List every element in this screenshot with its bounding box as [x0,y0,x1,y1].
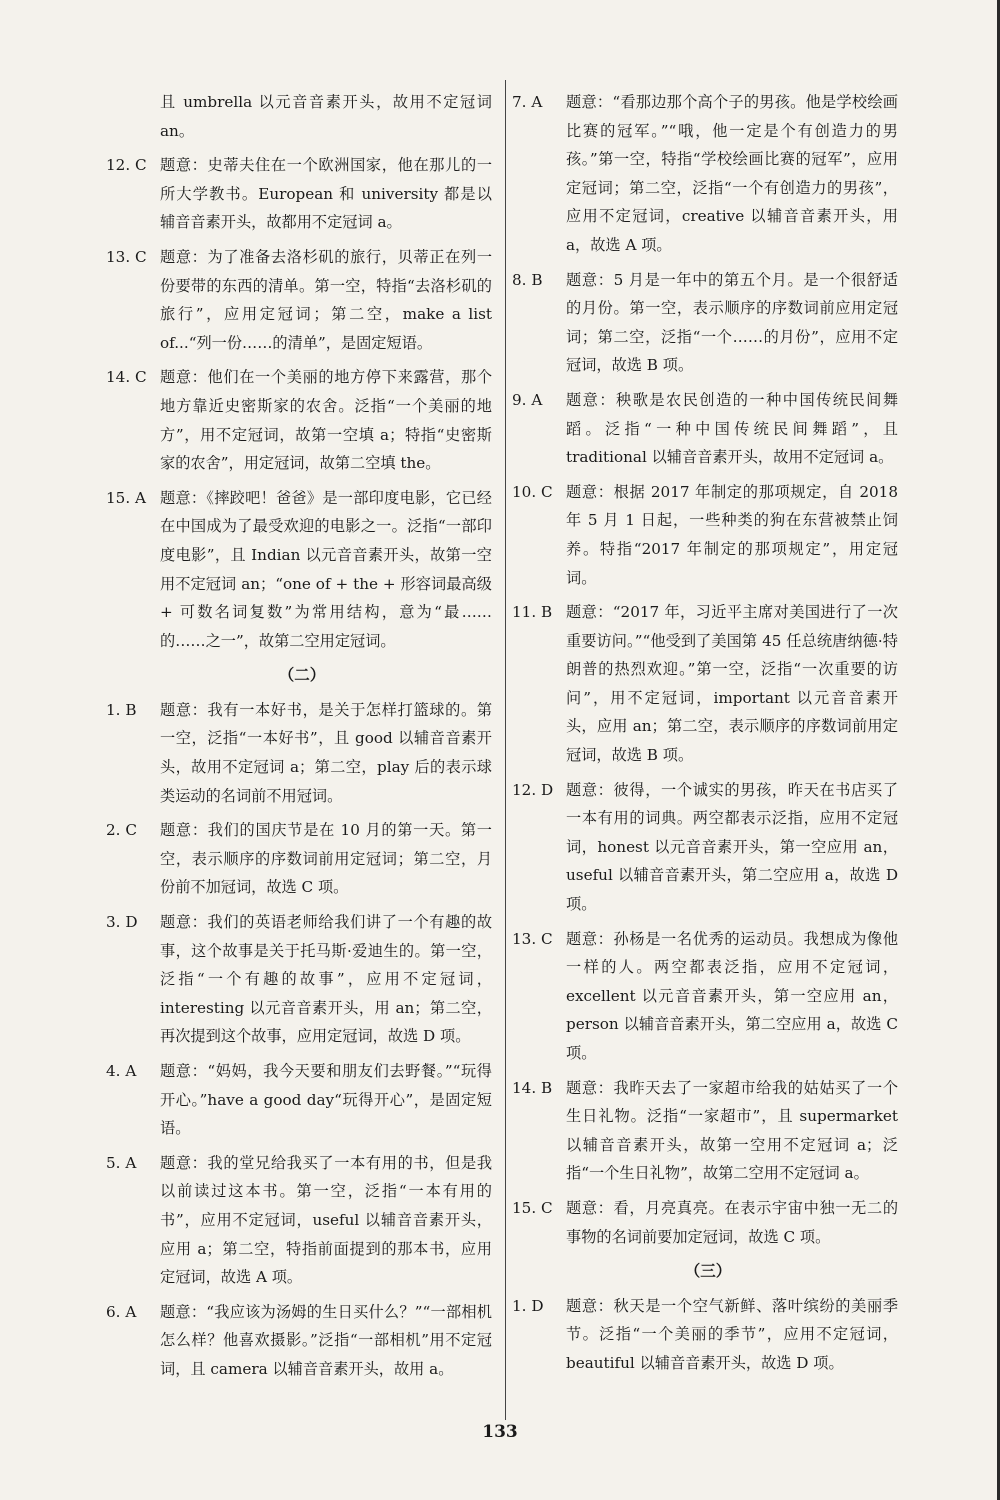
answer-explanation: 题意：“我应该为汤姆的生日买什么？”“一部相机怎么样？他喜欢摄影。”泛指“一部相机”用不定冠词，且 camera 以辅音音素开头，故用 a。 [160,1302,492,1378]
answer-number: 1. D [512,1296,544,1315]
answer-number: 8. B [512,270,543,289]
answer-item [106,243,492,357]
answer-item [106,816,492,902]
answer-item [512,1292,898,1378]
answer-explanation: 题意：为了准备去洛杉矶的旅行，贝蒂正在列一份要带的东西的清单。第一空，特指“去洛杉矶的旅行”，应用定冠词；第二空，make a list of...“列一份……的清单”，是固定短语。 [160,247,492,352]
answer-explanation: 题意：5 月是一年中的第五个月。是一个很舒适的月份。第一空，表示顺序的序数词前应用定冠词；第二空，泛指“一个……的月份”，应用不定冠词，故选 B 项。 [566,270,898,375]
answer-explanation: 题意：我昨天去了一家超市给我的姑姑买了一个生日礼物。泛指“一家超市”，且 supermarket 以辅音音素开头，故第一空用不定冠词 a；泛指“一个生日礼物”，故第二空用不定冠词 a。 [566,1078,898,1183]
page-number: 133 [482,1422,518,1442]
answer-item [106,908,492,1051]
answer-item [512,598,898,770]
answer-item [512,478,898,592]
answer-number: 14. B [512,1078,553,1097]
section-heading: （三） [684,1261,732,1281]
right-column [512,88,898,1384]
answer-explanation: 题意：“看那边那个高个子的男孩。他是学校绘画比赛的冠军。”“哦，他一定是个有创造力的男孩。”第一空，特指“学校绘画比赛的冠军”，应用定冠词；第二空，泛指“一个有创造力的男孩”，应用不定冠词，creative 以辅音音素开头，用 a，故选 A 项。 [566,93,898,254]
column-divider [505,80,506,1420]
answer-number: 10. C [512,482,553,501]
answer-number: 6. A [106,1302,137,1321]
answer-explanation: 题意：史蒂夫住在一个欧洲国家，他在那儿的一所大学教书。European 和 university 都是以辅音音素开头，故都用不定冠词 a。 [160,156,492,232]
left-column [106,88,492,1390]
answer-item [512,266,898,380]
answer-explanation: 题意：秋天是一个空气新鲜、落叶缤纷的美丽季节。泛指“一个美丽的季节”，应用不定冠词，beautiful 以辅音音素开头，故选 D 项。 [566,1296,898,1372]
answer-item [106,696,492,810]
section-heading: （二） [278,665,326,685]
answer-item [106,484,492,656]
answer-item [512,776,898,919]
answer-item [512,1194,898,1251]
answer-item [106,151,492,237]
answer-explanation: 题意：看，月亮真亮。在表示宇宙中独一无二的事物的名词前要加定冠词，故选 C 项。 [566,1198,898,1246]
answer-item [512,925,898,1068]
answer-explanation: 题意：秧歌是农民创造的一种中国传统民间舞蹈。泛指“一种中国传统民间舞蹈”，且 traditional 以辅音音素开头，故用不定冠词 a。 [566,390,898,467]
answer-number: 14. C [106,368,147,387]
answer-explanation: 且 umbrella 以元音音素开头，故用不定冠词 an。 [160,93,492,140]
answer-item [106,1298,492,1384]
answer-explanation: 题意：我的堂兄给我买了一本有用的书，但是我以前读过这本书。第一空，泛指“一本有用的书”，应用不定冠词，useful 以辅音音素开头，应用 a；第二空，特指前面提到的那本书，应用定冠词，故选 A 项。 [160,1153,492,1287]
answer-explanation: 题意：《摔跤吧！爸爸》是一部印度电影，它已经在中国成为了最受欢迎的电影之一。泛指“一部印度电影”，且 Indian 以元音音素开头，故第一空用不定冠词 an；“one of + the + 形容词最高级 + 可数名词复数”为常用结构，意为“最……的……之一”，故第二空用定冠词。 [160,488,492,650]
answer-number: 1. B [106,700,137,719]
answer-explanation: 题意：“妈妈，我今天要和朋友们去野餐。”“玩得开心。”have a good day“玩得开心”，是固定短语。 [160,1062,492,1138]
answer-number: 15. C [512,1198,553,1217]
answer-number: 5. A [106,1153,137,1172]
answer-number: 12. C [106,156,147,175]
answer-number: 15. A [106,488,146,507]
answer-item [512,88,898,260]
answer-item [106,1149,492,1292]
answer-explanation: 题意：孙杨是一名优秀的运动员。我想成为像他一样的人。两空都表泛指，应用不定冠词，excellent 以元音音素开头，第一空应用 an，person 以辅音音素开头，第二空应用 a，故选 C 项。 [566,929,898,1062]
answer-explanation: 题意：他们在一个美丽的地方停下来露营，那个地方靠近史密斯家的农舍。泛指“一个美丽的地方”，用不定冠词，故第一空填 a；特指“史密斯家的农舍”，用定冠词，故第二空填 the。 [160,368,492,473]
answer-explanation: 题意：我们的英语老师给我们讲了一个有趣的故事，这个故事是关于托马斯·爱迪生的。第一空，泛指“一个有趣的故事”，应用不定冠词，interesting 以元音音素开头，用 an；第二空，再次提到这个故事，应用定冠词，故选 D 项。 [160,913,492,1046]
answer-item [512,386,898,472]
answer-number: 9. A [512,390,543,409]
answer-number: 2. C [106,821,137,840]
answer-item [512,1074,898,1188]
answer-explanation: 题意：我有一本好书，是关于怎样打篮球的。第一空，泛指“一本好书”，且 good 以辅音音素开头，故用不定冠词 a；第二空，play 后的表示球类运动的名词前不用冠词。 [160,700,492,805]
answer-number: 13. C [106,247,147,266]
answer-number: 3. D [106,913,138,932]
answer-item [106,1057,492,1143]
answer-number: 4. A [106,1062,137,1080]
answer-explanation: 题意：彼得，一个诚实的男孩，昨天在书店买了一本有用的词典。两空都表示泛指，应用不定冠词，honest 以元音音素开头，第一空应用 an，useful 以辅音音素开头，第二空应用 a，故选 D 项。 [566,780,898,914]
answer-explanation: 题意：“2017 年，习近平主席对美国进行了一次重要访问。”“他受到了美国第 45 任总统唐纳德·特朗普的热烈欢迎。”第一空，泛指“一次重要的访问”，用不定冠词，important 以元音音素开头，应用 an；第二空，表示顺序的序数词前用定冠词，故选 B 项。 [566,603,898,765]
answer-explanation: 题意：根据 2017 年制定的那项规定，自 2018 年 5 月 1 日起，一些种类的狗在东营被禁止饲养。特指“2017 年制定的那项规定”，用定冠词。 [566,482,898,587]
answer-item [112,88,492,145]
answer-item [106,363,492,477]
answer-number: 13. C [512,929,553,948]
answer-number: 11. B [512,603,553,622]
answer-explanation: 题意：我们的国庆节是在 10 月的第一天。第一空，表示顺序的序数词前用定冠词；第二空，月份前不加冠词，故选 C 项。 [160,821,492,897]
answer-number: 12. D [512,780,554,799]
answer-number: 7. A [512,93,543,111]
